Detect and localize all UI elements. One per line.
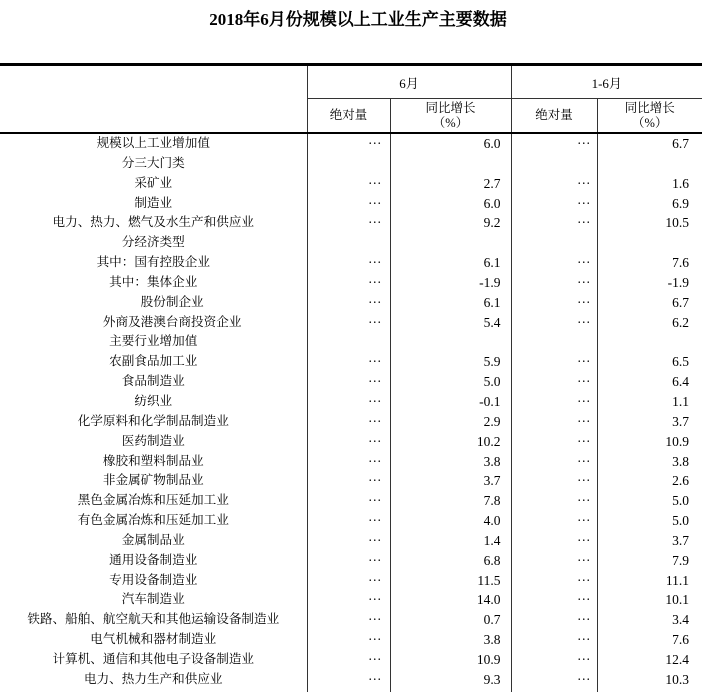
table-row — [0, 332, 702, 352]
june-absolute-cell: ··· — [307, 452, 390, 472]
june-absolute-cell — [307, 154, 390, 174]
jan-june-absolute-cell: ··· — [511, 412, 597, 432]
june-yoy-cell — [390, 154, 511, 174]
row-label-cell: 食品制造业 — [121, 374, 185, 389]
jan-june-absolute-cell: ··· — [511, 491, 597, 511]
june-absolute-cell: ··· — [307, 352, 390, 372]
row-label-cell: 其中：集体企业 — [109, 274, 198, 289]
june-absolute-cell: ··· — [307, 670, 390, 690]
row-label-cell: 非金属矿物制品业 — [102, 473, 204, 488]
row-label-cell: 铁路、船舶、航空航天和其他运输设备制造业 — [27, 612, 280, 627]
jan-june-yoy-cell — [597, 332, 702, 352]
june-absolute-cell: ··· — [307, 610, 390, 630]
june-yoy-cell: 10.2 — [390, 432, 511, 452]
jan-june-yoy-cell: 3.8 — [597, 452, 702, 472]
table-row — [0, 213, 702, 233]
row-label-cell: 电力、热力、燃气及水生产和供应业 — [52, 215, 254, 230]
table-row — [0, 253, 702, 273]
jan-june-yoy-cell: 10.3 — [597, 670, 702, 690]
table-body — [0, 133, 702, 692]
jan-june-yoy-cell: 7.6 — [597, 253, 702, 273]
june-yoy-cell: -0.1 — [390, 392, 511, 412]
june-yoy-cell: 6.0 — [390, 133, 511, 154]
jan-june-yoy-cell — [597, 233, 702, 253]
june-yoy-cell: 6.0 — [390, 194, 511, 214]
june-absolute-cell: ··· — [307, 511, 390, 531]
table-row — [0, 531, 702, 551]
row-label-cell: 计算机、通信和其他电子设备制造业 — [52, 651, 254, 666]
table-row — [0, 233, 702, 253]
row-label-cell: 分经济类型 — [121, 235, 185, 250]
june-absolute-cell: ··· — [307, 273, 390, 293]
jan-june-absolute-cell: ··· — [511, 293, 597, 313]
table-row — [0, 670, 702, 690]
june-yoy-cell: 6.1 — [390, 293, 511, 313]
jan-june-absolute-cell: ··· — [511, 392, 597, 412]
jan-june-absolute-cell: ··· — [511, 352, 597, 372]
column-header-june-yoy — [390, 99, 511, 134]
jan-june-absolute-cell: ··· — [511, 133, 597, 154]
june-yoy-cell: 5.0 — [390, 372, 511, 392]
table-row — [0, 511, 702, 531]
table-row — [0, 133, 702, 154]
jan-june-absolute-cell — [511, 233, 597, 253]
june-yoy-cell: 0.7 — [390, 610, 511, 630]
jan-june-absolute-cell: ··· — [511, 313, 597, 333]
jan-june-absolute-cell: ··· — [511, 174, 597, 194]
table-row — [0, 174, 702, 194]
june-absolute-cell: ··· — [307, 491, 390, 511]
table-header — [0, 65, 702, 134]
row-label-cell: 电力、热力生产和供应业 — [83, 671, 223, 686]
table-row — [0, 194, 702, 214]
table-row — [0, 551, 702, 571]
jan-june-yoy-cell: 11.1 — [597, 571, 702, 591]
jan-june-absolute-cell: ··· — [511, 194, 597, 214]
table-row — [0, 452, 702, 472]
row-label-cell: 电气机械和器材制造业 — [90, 632, 217, 647]
jan-june-yoy-cell: 5.0 — [597, 491, 702, 511]
table-row — [0, 650, 702, 670]
jan-june-absolute-cell — [511, 332, 597, 352]
jan-june-absolute-cell: ··· — [511, 471, 597, 491]
june-absolute-cell: ··· — [307, 590, 390, 610]
table-row — [0, 471, 702, 491]
june-yoy-cell: 4.0 — [390, 511, 511, 531]
june-absolute-cell: ··· — [307, 372, 390, 392]
jan-june-absolute-cell: ··· — [511, 571, 597, 591]
row-label-cell: 汽车制造业 — [121, 592, 185, 607]
row-label-cell: 专用设备制造业 — [109, 572, 198, 587]
jan-june-absolute-cell: ··· — [511, 432, 597, 452]
row-label-cell: 医药制造业 — [121, 433, 185, 448]
june-absolute-cell: ··· — [307, 174, 390, 194]
column-header-jan-june-absolute: 绝对量 — [511, 99, 597, 134]
stats-table — [0, 63, 702, 692]
jan-june-yoy-cell — [597, 154, 702, 174]
june-yoy-cell: 5.9 — [390, 352, 511, 372]
jan-june-absolute-cell: ··· — [511, 650, 597, 670]
table-row — [0, 313, 702, 333]
jan-june-yoy-cell: 6.9 — [597, 194, 702, 214]
jan-june-yoy-cell: 10.1 — [597, 590, 702, 610]
june-yoy-cell: 3.7 — [390, 471, 511, 491]
yoy-header-line2: （%） — [632, 115, 668, 130]
june-absolute-cell: ··· — [307, 293, 390, 313]
yoy-header-line1: 同比增长 — [624, 100, 675, 115]
jan-june-absolute-cell: ··· — [511, 253, 597, 273]
page-title: 2018年6月份规模以上工业生产主要数据 — [209, 10, 507, 29]
june-absolute-cell: ··· — [307, 253, 390, 273]
table-row — [0, 273, 702, 293]
june-absolute-cell: ··· — [307, 531, 390, 551]
june-absolute-cell — [307, 332, 390, 352]
jan-june-absolute-cell: ··· — [511, 630, 597, 650]
june-yoy-cell: 9.2 — [390, 213, 511, 233]
june-yoy-cell: 2.7 — [390, 174, 511, 194]
jan-june-absolute-cell: ··· — [511, 511, 597, 531]
june-absolute-cell: ··· — [307, 313, 390, 333]
table-row — [0, 352, 702, 372]
table-row — [0, 590, 702, 610]
june-absolute-cell: ··· — [307, 630, 390, 650]
june-absolute-cell: ··· — [307, 571, 390, 591]
table-row — [0, 432, 702, 452]
june-yoy-cell: 3.8 — [390, 630, 511, 650]
jan-june-yoy-cell: 6.5 — [597, 352, 702, 372]
jan-june-absolute-cell: ··· — [511, 273, 597, 293]
june-absolute-cell — [307, 233, 390, 253]
jan-june-yoy-cell: 1.1 — [597, 392, 702, 412]
june-absolute-cell: ··· — [307, 471, 390, 491]
jan-june-yoy-cell: 3.7 — [597, 531, 702, 551]
table-row — [0, 154, 702, 174]
row-label-cell: 采矿业 — [134, 175, 173, 190]
jan-june-yoy-cell: 6.4 — [597, 372, 702, 392]
jan-june-absolute-cell: ··· — [511, 670, 597, 690]
june-yoy-cell: 10.9 — [390, 650, 511, 670]
june-absolute-cell: ··· — [307, 432, 390, 452]
row-label-cell: 橡胶和塑料制品业 — [102, 453, 204, 468]
june-yoy-cell: -1.9 — [390, 273, 511, 293]
row-label-cell: 主要行业增加值 — [109, 334, 198, 349]
june-yoy-cell: 1.4 — [390, 531, 511, 551]
jan-june-yoy-cell: 6.7 — [597, 293, 702, 313]
june-yoy-cell: 9.3 — [390, 670, 511, 690]
row-label-cell: 通用设备制造业 — [109, 552, 198, 567]
table-row — [0, 412, 702, 432]
jan-june-absolute-cell: ··· — [511, 610, 597, 630]
june-yoy-cell: 3.8 — [390, 452, 511, 472]
jan-june-absolute-cell: ··· — [511, 372, 597, 392]
jan-june-yoy-cell: 10.5 — [597, 213, 702, 233]
table-row — [0, 610, 702, 630]
table-row — [0, 571, 702, 591]
row-label-cell: 规模以上工业增加值 — [96, 136, 210, 150]
jan-june-absolute-cell: ··· — [511, 590, 597, 610]
jan-june-yoy-cell: 6.2 — [597, 313, 702, 333]
row-label-cell: 制造业 — [134, 195, 173, 210]
row-label-cell: 外商及港澳台商投资企业 — [65, 314, 242, 329]
table-row — [0, 293, 702, 313]
jan-june-yoy-cell: 7.6 — [597, 630, 702, 650]
june-yoy-cell: 6.8 — [390, 551, 511, 571]
column-header-jan-june-yoy — [597, 99, 702, 134]
yoy-header-line2: （%） — [432, 115, 469, 130]
jan-june-yoy-cell: 6.7 — [597, 133, 702, 154]
june-yoy-cell: 5.4 — [390, 313, 511, 333]
jan-june-yoy-cell: 3.7 — [597, 412, 702, 432]
table-row — [0, 630, 702, 650]
jan-june-absolute-cell: ··· — [511, 213, 597, 233]
june-yoy-cell: 2.9 — [390, 412, 511, 432]
row-label-cell: 股份制企业 — [102, 294, 204, 309]
june-absolute-cell: ··· — [307, 412, 390, 432]
jan-june-absolute-cell: ··· — [511, 551, 597, 571]
june-yoy-cell — [390, 332, 511, 352]
june-absolute-cell: ··· — [307, 551, 390, 571]
june-absolute-cell: ··· — [307, 213, 390, 233]
june-yoy-cell: 11.5 — [390, 571, 511, 591]
jan-june-yoy-cell: 7.9 — [597, 551, 702, 571]
row-label-column-header — [0, 65, 307, 134]
june-absolute-cell: ··· — [307, 392, 390, 412]
jan-june-yoy-cell: -1.9 — [597, 273, 702, 293]
table-row — [0, 372, 702, 392]
jan-june-yoy-cell: 3.4 — [597, 610, 702, 630]
june-absolute-cell: ··· — [307, 650, 390, 670]
june-absolute-cell: ··· — [307, 194, 390, 214]
column-header-june-absolute: 绝对量 — [307, 99, 390, 134]
june-yoy-cell: 14.0 — [390, 590, 511, 610]
row-label-cell: 金属制品业 — [121, 532, 185, 547]
yoy-header-line1: 同比增长 — [425, 100, 476, 115]
jan-june-absolute-cell: ··· — [511, 531, 597, 551]
june-absolute-cell: ··· — [307, 133, 390, 154]
column-group-jan-june: 1-6月 — [511, 65, 702, 99]
row-label-cell: 农副食品加工业 — [109, 354, 198, 369]
table-row — [0, 392, 702, 412]
row-label-cell: 其中：国有控股企业 — [96, 255, 210, 270]
column-group-june: 6月 — [307, 65, 511, 99]
row-label-cell: 纺织业 — [134, 393, 173, 408]
jan-june-yoy-cell: 1.6 — [597, 174, 702, 194]
june-yoy-cell: 6.1 — [390, 253, 511, 273]
jan-june-yoy-cell: 10.9 — [597, 432, 702, 452]
jan-june-absolute-cell: ··· — [511, 452, 597, 472]
jan-june-yoy-cell: 12.4 — [597, 650, 702, 670]
june-yoy-cell — [390, 233, 511, 253]
jan-june-yoy-cell: 2.6 — [597, 471, 702, 491]
jan-june-absolute-cell — [511, 154, 597, 174]
june-yoy-cell: 7.8 — [390, 491, 511, 511]
row-label-cell: 分三大门类 — [121, 155, 185, 170]
row-label-cell: 化学原料和化学制品制造业 — [77, 413, 229, 428]
table-row — [0, 491, 702, 511]
row-label-cell: 黑色金属冶炼和压延加工业 — [77, 493, 229, 508]
row-label-cell: 有色金属冶炼和压延加工业 — [77, 513, 229, 528]
header-group-row — [0, 65, 702, 99]
jan-june-yoy-cell: 5.0 — [597, 511, 702, 531]
